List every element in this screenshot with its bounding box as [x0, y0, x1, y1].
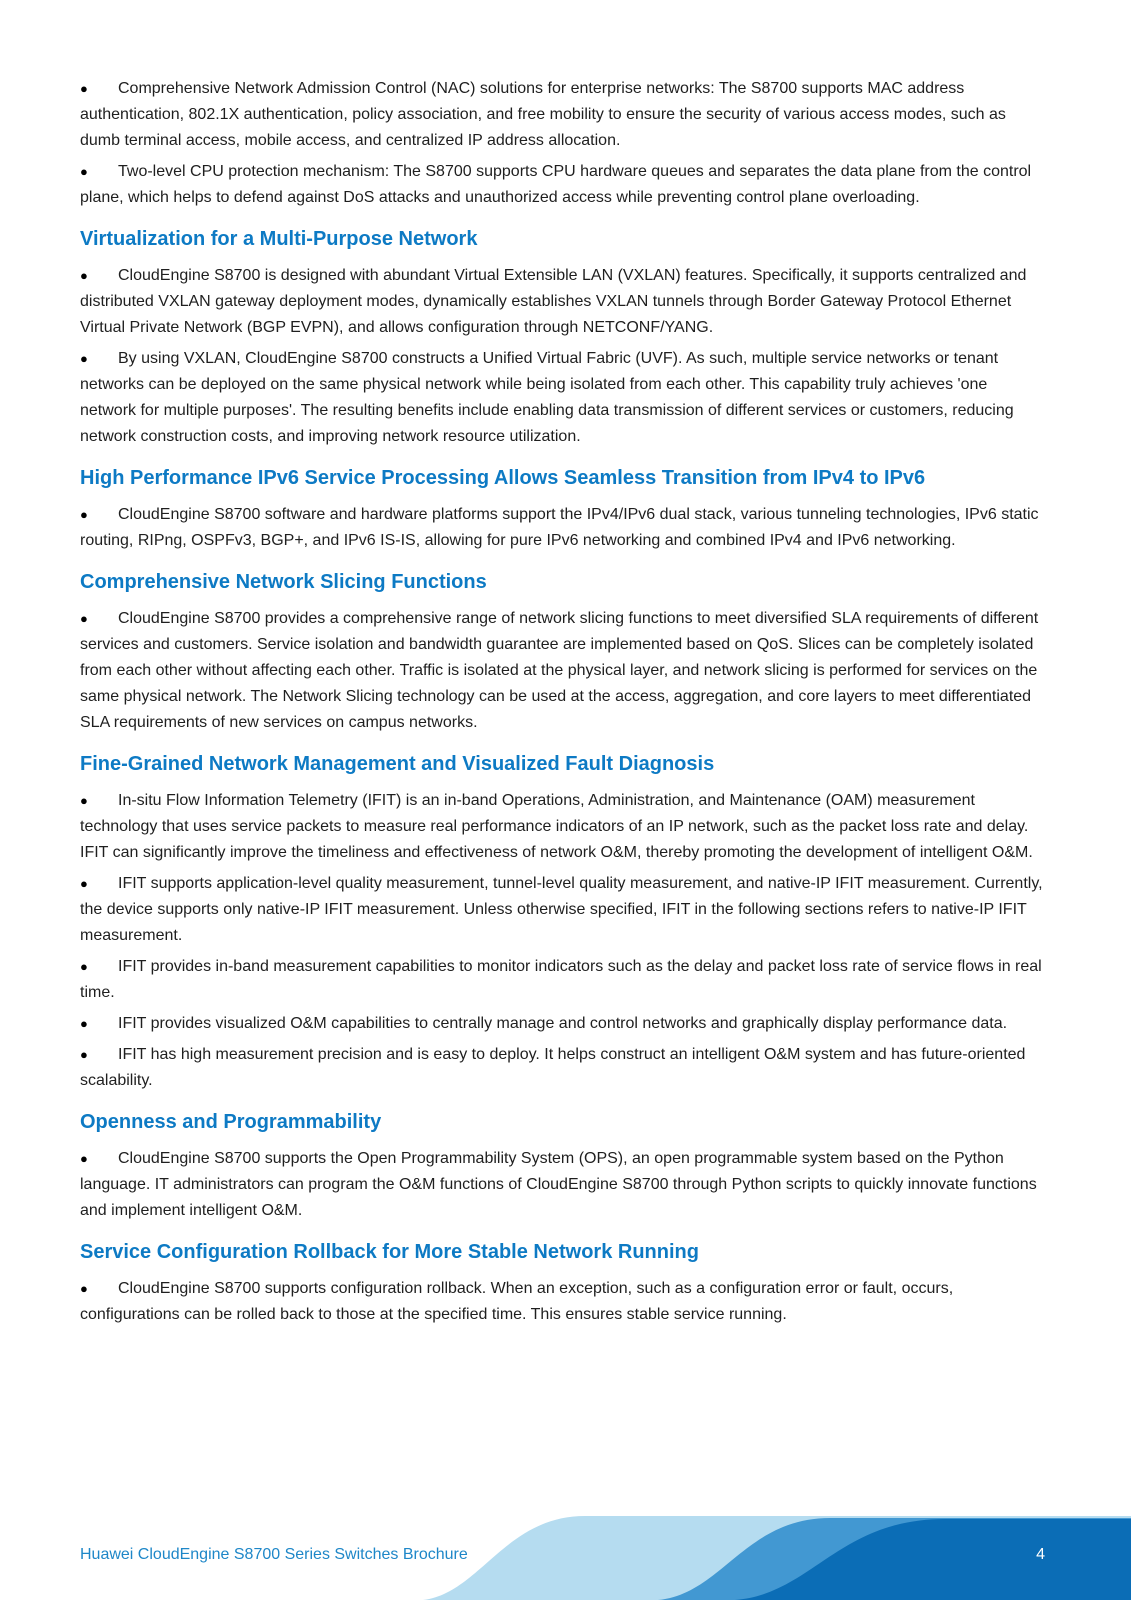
bullet-icon: ● — [80, 351, 88, 366]
bullet-paragraph — [80, 1011, 1045, 1037]
bullet-paragraph — [80, 606, 1045, 736]
bullet-paragraph — [80, 346, 1045, 450]
bullet-icon: ● — [80, 1047, 88, 1062]
bullet-text: CloudEngine S8700 supports configuration rollback. When an exception, such as a configuration error or fault, occurs, configurations can be rolled back to those at the specified time. This ensures stable service running. — [80, 1280, 954, 1323]
bullet-paragraph — [80, 263, 1045, 341]
section-heading-network-slicing: Comprehensive Network Slicing Functions — [80, 571, 487, 593]
bullet-text: Comprehensive Network Admission Control (NAC) solutions for enterprise networks: The S8700 supports MAC address authentication, 802.1X authentication, policy association, and free mobility to ensure the security of various access modes, such as dumb terminal access, mobile access, and centralized IP address allocation. — [80, 80, 1006, 149]
bullet-paragraph — [80, 1146, 1045, 1224]
bullet-icon: ● — [80, 1151, 88, 1166]
bullet-icon: ● — [80, 876, 88, 891]
bullet-paragraph — [80, 1276, 1045, 1328]
bullet-text: IFIT has high measurement precision and is easy to deploy. It helps construct an intelligent O&M system and has future-oriented scalability. — [80, 1046, 1026, 1089]
bullet-paragraph — [80, 1042, 1045, 1094]
bullet-paragraph — [80, 788, 1045, 866]
bullet-paragraph — [80, 502, 1045, 554]
page-footer — [0, 1490, 1131, 1600]
bullet-icon: ● — [80, 1016, 88, 1031]
bullet-text: Two-level CPU protection mechanism: The S8700 supports CPU hardware queues and separates the data plane from the control plane, which helps to defend against DoS attacks and unauthorized access while preventing control plane overloading. — [80, 163, 1032, 206]
bullet-icon: ● — [80, 81, 88, 96]
bullet-text: CloudEngine S8700 supports the Open Programmability System (OPS), an open programmable system based on the Python language. IT administrators can program the O&M functions of CloudEngine S8700 through Python scripts to quickly innovate functions and implement intelligent O&M. — [80, 1150, 1037, 1219]
bullet-paragraph — [80, 871, 1045, 949]
section-heading-ipv6: High Performance IPv6 Service Processing Allows Seamless Transition from IPv4 to IPv6 — [80, 467, 926, 489]
bullet-text: In-situ Flow Information Telemetry (IFIT) is an in-band Operations, Administration, and Maintenance (OAM) measurement technology that uses service packets to measure real performance indicators of an IP network, such as the packet loss rate and delay. IFIT can significantly improve the timeliness and effectiveness of network O&M, thereby promoting the development of intelligent O&M. — [80, 792, 1033, 861]
bullet-text: CloudEngine S8700 software and hardware platforms support the IPv4/IPv6 dual stack, various tunneling technologies, IPv6 static routing, RIPng, OSPFv3, BGP+, and IPv6 IS-IS, allowing for pure IPv6 networking and combined IPv4 and IPv6 networking. — [80, 506, 1039, 549]
bullet-icon: ● — [80, 611, 88, 626]
footer-page-number: 4 — [1036, 1546, 1045, 1563]
bullet-paragraph — [80, 76, 1045, 154]
bullet-text: IFIT provides visualized O&M capabilities to centrally manage and control networks and graphically display performance data. — [118, 1015, 1008, 1032]
bullet-paragraph — [80, 159, 1045, 211]
bullet-text: IFIT provides in-band measurement capabilities to monitor indicators such as the delay and packet loss rate of service flows in real time. — [80, 958, 1042, 1001]
bullet-text: CloudEngine S8700 provides a comprehensive range of network slicing functions to meet diversified SLA requirements of different services and customers. Service isolation and bandwidth guarantee are implemented based on QoS. Slices can be completely isolated from each other without affecting each other. Traffic is isolated at the physical layer, and network slicing is performed for services on the same physical network. The Network Slicing technology can be used at the access, aggregation, and core layers to meet differentiated SLA requirements of new services on campus networks. — [80, 610, 1039, 731]
bullet-text: By using VXLAN, CloudEngine S8700 constructs a Unified Virtual Fabric (UVF). As such, multiple service networks or tenant networks can be deployed on the same physical network while being isolated from each other. This capability truly achieves 'one network for multiple purposes'. The resulting benefits include enabling data transmission of different services or customers, reducing network construction costs, and improving network resource utilization. — [80, 350, 1014, 445]
bullet-icon: ● — [80, 1281, 88, 1296]
bullet-icon: ● — [80, 507, 88, 522]
footer-document-title: Huawei CloudEngine S8700 Series Switches Brochure — [80, 1546, 468, 1563]
bullet-text: IFIT supports application-level quality measurement, tunnel-level quality measurement, and native-IP IFIT measurement. Currently, the device supports only native-IP IFIT measurement. Unless otherwise specified, IFIT in the following sections refers to native-IP IFIT measurement. — [80, 875, 1043, 944]
section-heading-rollback: Service Configuration Rollback for More Stable Network Running — [80, 1241, 699, 1263]
bullet-icon: ● — [80, 268, 88, 283]
bullet-icon: ● — [80, 793, 88, 808]
section-heading-virtualization: Virtualization for a Multi-Purpose Network — [80, 228, 478, 250]
bullet-paragraph — [80, 954, 1045, 1006]
section-heading-fault-diagnosis: Fine-Grained Network Management and Visualized Fault Diagnosis — [80, 753, 715, 775]
bullet-icon: ● — [80, 959, 88, 974]
bullet-text: CloudEngine S8700 is designed with abundant Virtual Extensible LAN (VXLAN) features. Specifically, it supports centralized and distributed VXLAN gateway deployment modes, dynamically establishes VXLAN tunnels through Border Gateway Protocol Ethernet Virtual Private Network (BGP EVPN), and allows configuration through NETCONF/YANG. — [80, 267, 1027, 336]
bullet-icon: ● — [80, 164, 88, 179]
section-heading-openness: Openness and Programmability — [80, 1111, 382, 1133]
